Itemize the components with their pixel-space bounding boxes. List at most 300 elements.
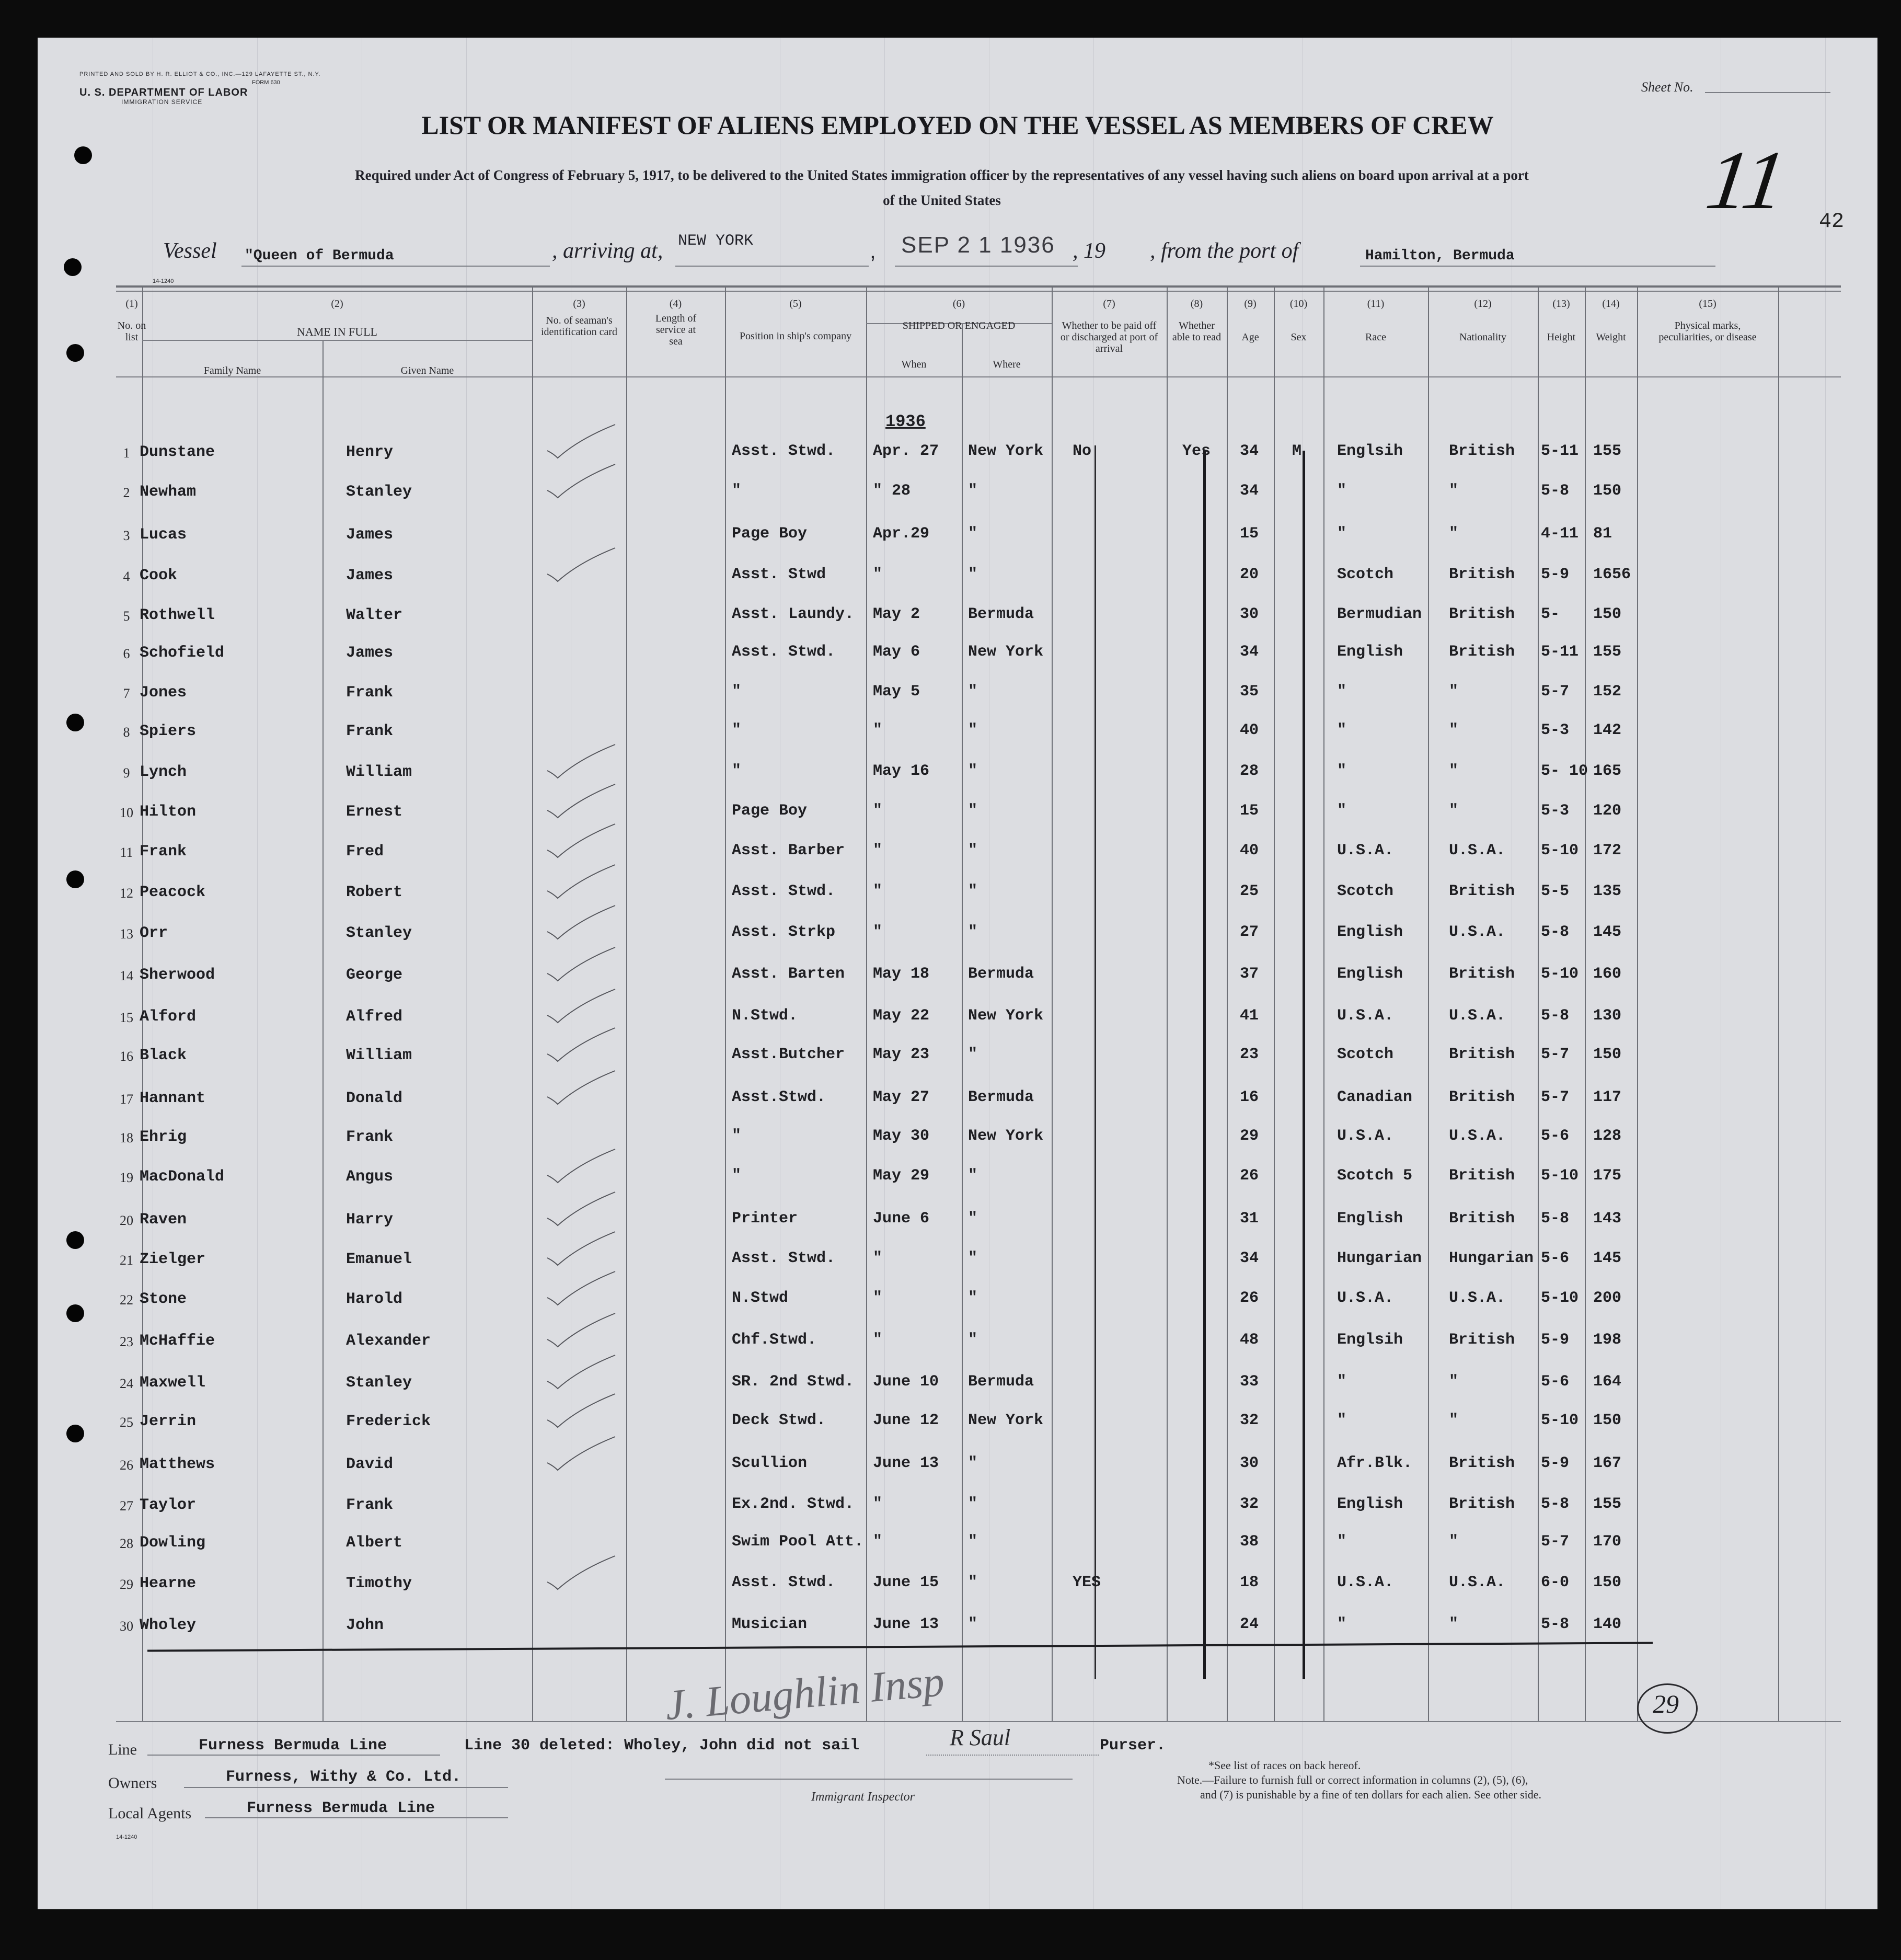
handwritten-sheet-number: 11	[1701, 133, 1792, 226]
check-mark-icon	[542, 1148, 620, 1185]
cell-position: Deck Stwd.	[732, 1412, 826, 1429]
cell-nationality: "	[1449, 482, 1459, 500]
from-port: Hamilton, Bermuda	[1365, 248, 1515, 264]
cell-nationality: British	[1449, 965, 1515, 983]
row-number: 30	[120, 1619, 133, 1634]
cell-when: June 13	[873, 1454, 939, 1472]
col-1-label: No. on list	[117, 320, 146, 343]
cell-race: Scotch 5	[1337, 1167, 1413, 1185]
row-number: 15	[120, 1010, 133, 1025]
cell-weight: 120	[1593, 802, 1622, 820]
col-14-number: (14)	[1602, 298, 1620, 310]
cell-family: Ehrig	[140, 1128, 187, 1146]
cell-height: 5-8	[1541, 482, 1570, 500]
cell-race: "	[1337, 1373, 1347, 1391]
cell-weight: 167	[1593, 1454, 1622, 1472]
check-mark-icon	[542, 1393, 620, 1429]
check-mark-icon	[542, 1027, 620, 1063]
cell-height: 5-10	[1541, 1412, 1579, 1429]
cell-family: Orr	[140, 924, 168, 942]
inspector-signature: J. Loughlin Insp	[663, 1657, 947, 1729]
col-12-label: Nationality	[1459, 331, 1506, 343]
cell-given: James	[346, 567, 394, 584]
cell-race: English	[1337, 1210, 1403, 1228]
cell-nationality: U.S.A.	[1449, 1289, 1506, 1307]
cell-nationality: "	[1449, 1412, 1459, 1429]
cell-weight: 130	[1593, 1007, 1622, 1025]
cell-given: David	[346, 1455, 394, 1473]
cell-where: "	[968, 566, 978, 583]
cell-family: Black	[140, 1047, 187, 1064]
col-5-label: Position in ship's company	[739, 330, 852, 342]
cell-when: May 30	[873, 1127, 930, 1145]
cell-when: May 16	[873, 762, 930, 780]
cell-height: 5-10	[1541, 1289, 1579, 1307]
cell-position: "	[732, 721, 742, 739]
cell-age: 38	[1240, 1533, 1259, 1551]
small-code: 14-1240	[153, 278, 174, 284]
cell-height: 5-3	[1541, 802, 1570, 820]
check-mark-icon	[542, 463, 620, 500]
line-value: Furness Bermuda Line	[199, 1737, 387, 1755]
circled-count: 29	[1653, 1689, 1679, 1718]
cell-family: Wholey	[140, 1617, 197, 1634]
table-row	[38, 884, 1877, 915]
year-annotation: 1936	[885, 412, 926, 431]
check-mark-icon	[542, 1191, 620, 1228]
deletion-note: Line 30 deleted: Wholey, John did not sail	[464, 1737, 860, 1755]
cell-family: Schofield	[140, 644, 225, 662]
cell-when: May 5	[873, 683, 920, 701]
col-11-number: (11)	[1367, 298, 1385, 310]
cell-height: 5-8	[1541, 1615, 1570, 1633]
cell-nationality: British	[1449, 643, 1515, 661]
row-number: 4	[123, 569, 130, 584]
col-13-label: Height	[1547, 331, 1576, 343]
cell-age: 33	[1240, 1373, 1259, 1391]
cell-where: "	[968, 882, 978, 900]
cell-when: "	[873, 842, 883, 859]
cell-height: 5-7	[1541, 1533, 1570, 1551]
cell-race: U.S.A.	[1337, 1289, 1394, 1307]
cell-weight: 150	[1593, 605, 1622, 623]
cell-where: Bermuda	[968, 1088, 1034, 1106]
cell-age: 24	[1240, 1615, 1259, 1633]
cell-when: June 15	[873, 1574, 939, 1591]
cell-when: May 29	[873, 1167, 930, 1185]
row-number: 27	[120, 1498, 133, 1514]
cell-family: Hilton	[140, 803, 197, 821]
cell-given: George	[346, 966, 403, 984]
from-label: , from the port of	[1150, 239, 1299, 263]
cell-given: Alfred	[346, 1008, 403, 1026]
cell-weight: 145	[1593, 1250, 1622, 1267]
cell-family: Hearne	[140, 1575, 197, 1592]
col-3-number: (3)	[573, 298, 585, 310]
cell-age: 28	[1240, 762, 1259, 780]
vessel-name: "Queen of Bermuda	[245, 248, 394, 264]
cell-height: 5-10	[1541, 965, 1579, 983]
cell-family: Dunstane	[140, 443, 215, 461]
cell-race: English	[1337, 1495, 1403, 1513]
row-number: 29	[120, 1577, 133, 1592]
row-number: 12	[120, 886, 133, 901]
col-7-label: Whether to be paid off or discharged at port of arrival	[1060, 320, 1158, 354]
cell-where: New York	[968, 1412, 1044, 1429]
cell-nationality: U.S.A.	[1449, 1127, 1506, 1145]
cell-race: Scotch	[1337, 882, 1394, 900]
cell-nationality: British	[1449, 1331, 1515, 1349]
cell-weight: 164	[1593, 1373, 1622, 1391]
table-row	[38, 1575, 1877, 1606]
cell-given: Stanley	[346, 1374, 412, 1392]
cell-age: 15	[1240, 802, 1259, 820]
cell-paid: YES	[1073, 1574, 1101, 1591]
cell-race: U.S.A.	[1337, 1007, 1394, 1025]
cell-nationality: U.S.A.	[1449, 1574, 1506, 1591]
row-number: 11	[120, 845, 133, 860]
cell-position: Asst.Butcher	[732, 1046, 845, 1063]
table-row	[38, 567, 1877, 598]
cell-age: 32	[1240, 1495, 1259, 1513]
check-mark-icon	[542, 1555, 620, 1591]
table-bottom-border	[116, 1721, 1841, 1722]
cell-paid: No	[1073, 442, 1092, 460]
cell-height: 4-11	[1541, 525, 1579, 543]
cell-age: 48	[1240, 1331, 1259, 1349]
cell-where: "	[968, 1495, 978, 1513]
cell-family: Peacock	[140, 884, 206, 901]
cell-position: Ex.2nd. Stwd.	[732, 1495, 855, 1513]
cell-race: "	[1337, 525, 1347, 543]
row-number: 20	[120, 1213, 133, 1228]
cell-age: 26	[1240, 1167, 1259, 1185]
cell-age: 25	[1240, 882, 1259, 900]
col-14-label: Weight	[1596, 331, 1626, 343]
cell-nationality: "	[1449, 802, 1459, 820]
cell-race: Scotch	[1337, 1046, 1394, 1063]
row-number: 26	[120, 1458, 133, 1473]
cell-where: New York	[968, 1007, 1044, 1025]
cell-age: 34	[1240, 482, 1259, 500]
col-9-number: (9)	[1244, 298, 1257, 310]
cell-where: "	[968, 1289, 978, 1307]
cell-age: 30	[1240, 1454, 1259, 1472]
form-number: FORM 630	[252, 79, 280, 86]
cell-given: William	[346, 1047, 412, 1064]
table-row	[38, 1534, 1877, 1565]
col-2-label: NAME IN FULL	[297, 325, 377, 338]
cell-position: N.Stwd	[732, 1289, 789, 1307]
cell-nationality: "	[1449, 1533, 1459, 1551]
cell-height: 5-8	[1541, 1495, 1570, 1513]
col-15-number: (15)	[1699, 298, 1716, 310]
cell-weight: 150	[1593, 1412, 1622, 1429]
owners-value: Furness, Withy & Co. Ltd.	[226, 1768, 462, 1786]
row-number: 13	[120, 926, 133, 942]
cell-height: 5-6	[1541, 1127, 1570, 1145]
col-2-family: Family Name	[203, 365, 261, 376]
cell-family: Cook	[140, 567, 178, 584]
year-label: , 19	[1073, 239, 1105, 263]
cell-given: Frederick	[346, 1413, 431, 1430]
cell-nationality: "	[1449, 762, 1459, 780]
cell-weight: 155	[1593, 643, 1622, 661]
cell-height: 6-0	[1541, 1574, 1570, 1591]
cell-nationality: British	[1449, 1046, 1515, 1063]
cell-when: "	[873, 882, 883, 900]
check-mark-icon	[542, 823, 620, 859]
cell-when: "	[873, 566, 883, 583]
cell-family: Raven	[140, 1211, 187, 1229]
stamp-number: 42	[1819, 210, 1845, 234]
cell-position: Asst. Stwd.	[732, 643, 836, 661]
cell-where: "	[968, 923, 978, 941]
cell-position: Page Boy	[732, 802, 808, 820]
cell-age: 15	[1240, 525, 1259, 543]
cell-when: June 12	[873, 1412, 939, 1429]
vessel-underline	[241, 266, 550, 267]
table-row	[38, 1374, 1877, 1405]
cell-height: 5-9	[1541, 1454, 1570, 1472]
row-number: 16	[120, 1049, 133, 1064]
cell-weight: 135	[1593, 882, 1622, 900]
cell-when: "	[873, 923, 883, 941]
cell-family: Newham	[140, 483, 197, 501]
cell-race: "	[1337, 721, 1347, 739]
cell-when: "	[873, 721, 883, 739]
cell-given: Ernest	[346, 803, 403, 821]
cell-weight: 117	[1593, 1088, 1622, 1106]
cell-nationality: Hungarian	[1449, 1250, 1534, 1267]
col-7-number: (7)	[1103, 298, 1115, 310]
col-11-label: Race	[1365, 331, 1386, 343]
cell-nationality: "	[1449, 525, 1459, 543]
header-bottom-border	[116, 376, 1841, 377]
department-name: U. S. DEPARTMENT OF LABOR	[79, 87, 248, 98]
table-row	[38, 443, 1877, 475]
cell-nationality: U.S.A.	[1449, 923, 1506, 941]
cell-when: May 27	[873, 1088, 930, 1106]
cell-weight: 128	[1593, 1127, 1622, 1145]
cell-race: English	[1337, 965, 1403, 983]
cell-height: 5-8	[1541, 1210, 1570, 1228]
cell-weight: 150	[1593, 1574, 1622, 1591]
cell-height: 5-9	[1541, 1331, 1570, 1349]
cell-age: 16	[1240, 1088, 1259, 1106]
line-label: Line	[108, 1741, 137, 1758]
page-title: LIST OR MANIFEST OF ALIENS EMPLOYED ON THE VESSEL AS MEMBERS OF CREW	[421, 110, 1494, 140]
table-row	[38, 966, 1877, 998]
cell-race: "	[1337, 762, 1347, 780]
cell-race: U.S.A.	[1337, 842, 1394, 859]
cell-race: "	[1337, 802, 1347, 820]
cell-weight: 145	[1593, 923, 1622, 941]
col-5-number: (5)	[789, 298, 802, 310]
cell-when: Apr. 27	[873, 442, 939, 460]
cell-family: Lucas	[140, 526, 187, 544]
cell-position: Asst. Barber	[732, 842, 845, 859]
cell-age: 35	[1240, 683, 1259, 701]
cell-family: Hannant	[140, 1090, 206, 1107]
cell-where: New York	[968, 643, 1044, 661]
cell-given: John	[346, 1617, 384, 1634]
cell-family: Sherwood	[140, 966, 215, 984]
cell-family: Rothwell	[140, 606, 215, 624]
cell-sex: M	[1292, 442, 1302, 460]
check-mark-icon	[542, 946, 620, 983]
cell-age: 37	[1240, 965, 1259, 983]
col-10-number: (10)	[1289, 298, 1308, 310]
cell-nationality: British	[1449, 566, 1515, 583]
cell-weight: 175	[1593, 1167, 1622, 1185]
table-row	[38, 483, 1877, 514]
cell-given: Frank	[346, 1128, 394, 1146]
arrival-port: NEW YORK	[678, 232, 754, 250]
cell-race: Hungarian	[1337, 1250, 1422, 1267]
cell-when: May 2	[873, 605, 920, 623]
cell-height: 5-9	[1541, 566, 1570, 583]
cell-position: "	[732, 482, 742, 500]
cell-when: June 13	[873, 1615, 939, 1633]
col-8-number: (8)	[1190, 298, 1203, 310]
cell-where: "	[968, 1533, 978, 1551]
row-number: 6	[123, 646, 130, 661]
row-number: 18	[120, 1130, 133, 1145]
row-number: 19	[120, 1170, 133, 1185]
col-6-number: (6)	[952, 298, 965, 310]
table-row	[38, 1496, 1877, 1528]
col-2-given: Given Name	[400, 365, 454, 376]
cell-nationality: "	[1449, 1615, 1459, 1633]
row-number: 22	[120, 1292, 133, 1308]
cell-family: Matthews	[140, 1455, 215, 1473]
cell-when: May 22	[873, 1007, 930, 1025]
cell-where: "	[968, 1615, 978, 1633]
cell-position: N.Stwd.	[732, 1007, 798, 1025]
cell-when: "	[873, 1533, 883, 1551]
col-2-number: (2)	[331, 298, 343, 310]
cell-position: Scullion	[732, 1454, 808, 1472]
punch-hole	[74, 146, 92, 164]
cell-nationality: British	[1449, 442, 1515, 460]
cell-height: 5-8	[1541, 923, 1570, 941]
col-12-number: (12)	[1474, 298, 1492, 310]
cell-given: Harry	[346, 1211, 394, 1229]
cell-age: 18	[1240, 1574, 1259, 1591]
races-note: *See list of races on back hereof.	[1208, 1759, 1361, 1772]
cell-position: Asst. Stwd.	[732, 442, 836, 460]
row-number: 23	[120, 1334, 133, 1349]
col-6-when: When	[901, 359, 927, 370]
check-mark-icon	[542, 547, 620, 583]
cell-where: "	[968, 802, 978, 820]
cell-where: Bermuda	[968, 1373, 1034, 1391]
date-stamp: SEP 2 1 1936	[901, 232, 1055, 258]
check-mark-icon	[542, 1231, 620, 1267]
cell-position: Swim Pool Att.	[732, 1533, 864, 1551]
cell-weight: 1656	[1593, 566, 1631, 583]
cell-given: Frank	[346, 1496, 394, 1514]
cell-when: May 6	[873, 643, 920, 661]
table-row	[38, 1290, 1877, 1322]
cell-where: "	[968, 1574, 978, 1591]
table-row	[38, 723, 1877, 754]
cell-when: "	[873, 1250, 883, 1267]
col-9-label: Age	[1241, 331, 1259, 343]
row-number: 8	[123, 725, 130, 740]
punch-hole	[66, 344, 84, 362]
cell-age: 23	[1240, 1046, 1259, 1063]
cell-age: 20	[1240, 566, 1259, 583]
cell-family: Zielger	[140, 1251, 206, 1268]
printer-line: PRINTED AND SOLD BY H. R. ELLIOT & CO., INC.—129 LAFAYETTE ST., N.Y.	[79, 71, 321, 77]
cell-given: Alexander	[346, 1332, 431, 1350]
check-mark-icon	[542, 783, 620, 820]
col-1-number: (1)	[125, 298, 138, 310]
vessel-label: Vessel	[163, 239, 217, 263]
cell-nationality: British	[1449, 1495, 1515, 1513]
cell-when: "	[873, 1331, 883, 1349]
cell-position: Asst. Barten	[732, 965, 845, 983]
cell-age: 41	[1240, 1007, 1259, 1025]
cell-given: Walter	[346, 606, 403, 624]
table-row	[38, 803, 1877, 834]
cell-given: James	[346, 526, 394, 544]
table-row	[38, 526, 1877, 557]
check-mark-icon	[542, 423, 620, 460]
cell-given: William	[346, 763, 412, 781]
cell-when: "	[873, 802, 883, 820]
table-row	[38, 1455, 1877, 1487]
col-6-where: Where	[993, 359, 1021, 370]
cell-where: "	[968, 721, 978, 739]
cell-position: Asst. Stwd.	[732, 882, 836, 900]
cell-where: New York	[968, 1127, 1044, 1145]
table-row	[38, 1128, 1877, 1160]
table-top-border	[116, 285, 1841, 288]
cell-where: Bermuda	[968, 965, 1034, 983]
cell-nationality: British	[1449, 605, 1515, 623]
col-15-label: Physical marks, peculiarities, or disease	[1658, 320, 1757, 343]
cell-position: "	[732, 1127, 742, 1145]
cell-nationality: "	[1449, 721, 1459, 739]
cell-position: Asst. Stwd.	[732, 1250, 836, 1267]
owners-label: Owners	[108, 1774, 157, 1792]
cell-position: Asst. Laundy.	[732, 605, 855, 623]
cell-position: Printer	[732, 1210, 798, 1228]
table-row	[38, 1332, 1877, 1363]
cell-when: "	[873, 1289, 883, 1307]
cell-weight: 81	[1593, 525, 1612, 543]
from-underline	[1360, 266, 1715, 267]
row-number: 21	[120, 1253, 133, 1268]
check-mark-icon	[542, 1070, 620, 1106]
cell-given: Frank	[346, 723, 394, 740]
arriving-label: , arriving at,	[552, 239, 663, 263]
agents-value: Furness Bermuda Line	[247, 1799, 435, 1817]
cell-race: English	[1337, 643, 1403, 661]
punch-hole	[64, 258, 82, 276]
row-number: 17	[120, 1092, 133, 1107]
cell-given: Albert	[346, 1534, 403, 1552]
cell-age: 30	[1240, 605, 1259, 623]
cell-weight: 140	[1593, 1615, 1622, 1633]
table-row	[38, 684, 1877, 715]
cell-where: "	[968, 683, 978, 701]
cell-given: Frank	[346, 684, 394, 702]
cell-weight: 150	[1593, 482, 1622, 500]
